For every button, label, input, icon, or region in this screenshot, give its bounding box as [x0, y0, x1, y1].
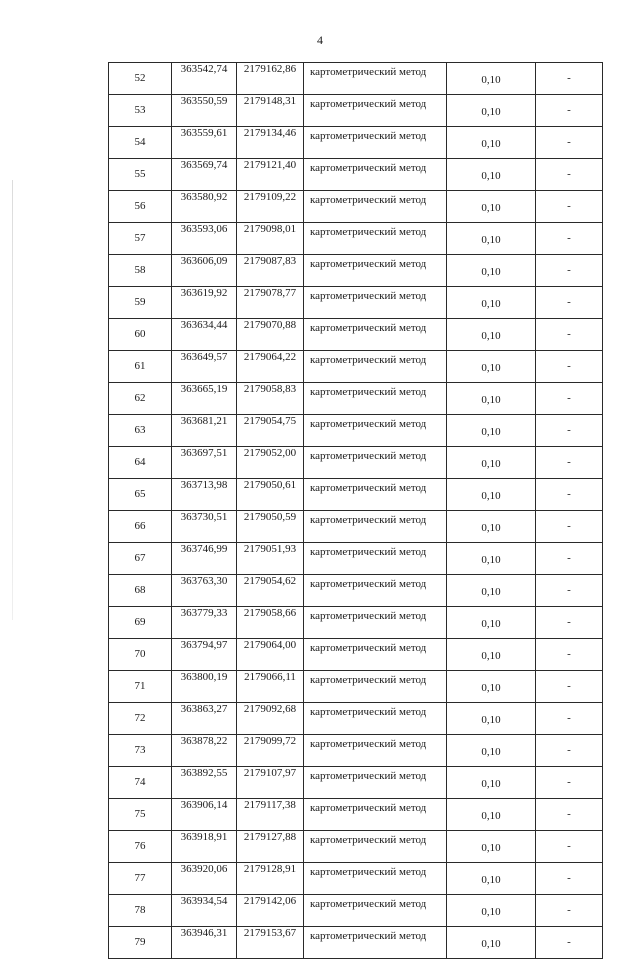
table-row — [109, 255, 603, 287]
x-coordinate-cell: 363906,14 — [172, 799, 237, 831]
x-coordinate-cell: 363697,51 — [172, 447, 237, 479]
accuracy-cell: 0,10 — [447, 639, 536, 671]
x-coordinate-cell: 363580,92 — [172, 191, 237, 223]
x-coordinate-cell: 363634,44 — [172, 319, 237, 351]
x-coordinate-cell: 363593,06 — [172, 223, 237, 255]
method-cell: картометрический метод — [304, 287, 447, 319]
x-coordinate-cell: 363892,55 — [172, 767, 237, 799]
point-number-cell: 52 — [109, 63, 172, 95]
point-number-cell: 68 — [109, 575, 172, 607]
method-cell: картометрический метод — [304, 383, 447, 415]
table-row — [109, 895, 603, 927]
table-row — [109, 159, 603, 191]
point-number-cell: 71 — [109, 671, 172, 703]
y-coordinate-cell: 2179117,38 — [237, 799, 304, 831]
scan-edge-mark — [12, 180, 13, 620]
point-number-cell: 69 — [109, 607, 172, 639]
method-cell: картометрический метод — [304, 479, 447, 511]
table-row — [109, 735, 603, 767]
x-coordinate-cell: 363542,74 — [172, 63, 237, 95]
method-cell: картометрический метод — [304, 95, 447, 127]
description-cell: - — [536, 831, 603, 863]
point-number-cell: 63 — [109, 415, 172, 447]
description-cell: - — [536, 607, 603, 639]
table-row — [109, 95, 603, 127]
x-coordinate-cell: 363681,21 — [172, 415, 237, 447]
page-number: 4 — [317, 33, 323, 47]
table-row — [109, 639, 603, 671]
description-cell: - — [536, 735, 603, 767]
method-cell: картометрический метод — [304, 831, 447, 863]
y-coordinate-cell: 2179058,66 — [237, 607, 304, 639]
x-coordinate-cell: 363619,92 — [172, 287, 237, 319]
method-cell: картометрический метод — [304, 191, 447, 223]
table-row — [109, 415, 603, 447]
x-coordinate-cell: 363550,59 — [172, 95, 237, 127]
table-row — [109, 511, 603, 543]
x-coordinate-cell: 363746,99 — [172, 543, 237, 575]
accuracy-cell: 0,10 — [447, 703, 536, 735]
point-number-cell: 57 — [109, 223, 172, 255]
x-coordinate-cell: 363946,31 — [172, 927, 237, 959]
description-cell: - — [536, 415, 603, 447]
x-coordinate-cell: 363665,19 — [172, 383, 237, 415]
point-number-cell: 67 — [109, 543, 172, 575]
table-row — [109, 127, 603, 159]
table-row — [109, 479, 603, 511]
point-number-cell: 74 — [109, 767, 172, 799]
point-number-cell: 58 — [109, 255, 172, 287]
y-coordinate-cell: 2179121,40 — [237, 159, 304, 191]
x-coordinate-cell: 363713,98 — [172, 479, 237, 511]
method-cell: картометрический метод — [304, 319, 447, 351]
point-number-cell: 54 — [109, 127, 172, 159]
x-coordinate-cell: 363920,06 — [172, 863, 237, 895]
method-cell: картометрический метод — [304, 255, 447, 287]
table-row — [109, 575, 603, 607]
table-row — [109, 863, 603, 895]
table-row — [109, 767, 603, 799]
method-cell: картометрический метод — [304, 447, 447, 479]
y-coordinate-cell: 2179064,22 — [237, 351, 304, 383]
point-number-cell: 77 — [109, 863, 172, 895]
table-row — [109, 351, 603, 383]
description-cell: - — [536, 767, 603, 799]
method-cell: картометрический метод — [304, 607, 447, 639]
description-cell: - — [536, 575, 603, 607]
accuracy-cell: 0,10 — [447, 863, 536, 895]
point-number-cell: 76 — [109, 831, 172, 863]
y-coordinate-cell: 2179153,67 — [237, 927, 304, 959]
y-coordinate-cell: 2179092,68 — [237, 703, 304, 735]
point-number-cell: 78 — [109, 895, 172, 927]
description-cell: - — [536, 95, 603, 127]
description-cell: - — [536, 351, 603, 383]
method-cell: картометрический метод — [304, 159, 447, 191]
accuracy-cell: 0,10 — [447, 351, 536, 383]
y-coordinate-cell: 2179051,93 — [237, 543, 304, 575]
description-cell: - — [536, 543, 603, 575]
table-row — [109, 799, 603, 831]
x-coordinate-cell: 363934,54 — [172, 895, 237, 927]
y-coordinate-cell: 2179070,88 — [237, 319, 304, 351]
accuracy-cell: 0,10 — [447, 831, 536, 863]
method-cell: картометрический метод — [304, 575, 447, 607]
accuracy-cell: 0,10 — [447, 607, 536, 639]
table-row — [109, 447, 603, 479]
description-cell: - — [536, 703, 603, 735]
x-coordinate-cell: 363649,57 — [172, 351, 237, 383]
point-number-cell: 66 — [109, 511, 172, 543]
point-number-cell: 79 — [109, 927, 172, 959]
description-cell: - — [536, 639, 603, 671]
y-coordinate-cell: 2179107,97 — [237, 767, 304, 799]
y-coordinate-cell: 2179052,00 — [237, 447, 304, 479]
method-cell: картометрический метод — [304, 351, 447, 383]
description-cell: - — [536, 479, 603, 511]
table-row — [109, 703, 603, 735]
table-row — [109, 671, 603, 703]
table-row — [109, 191, 603, 223]
coordinates-table-body — [109, 63, 603, 959]
y-coordinate-cell: 2179066,11 — [237, 671, 304, 703]
accuracy-cell: 0,10 — [447, 799, 536, 831]
method-cell: картометрический метод — [304, 863, 447, 895]
accuracy-cell: 0,10 — [447, 479, 536, 511]
description-cell: - — [536, 895, 603, 927]
x-coordinate-cell: 363779,33 — [172, 607, 237, 639]
description-cell: - — [536, 191, 603, 223]
accuracy-cell: 0,10 — [447, 671, 536, 703]
x-coordinate-cell: 363730,51 — [172, 511, 237, 543]
point-number-cell: 72 — [109, 703, 172, 735]
description-cell: - — [536, 127, 603, 159]
y-coordinate-cell: 2179099,72 — [237, 735, 304, 767]
accuracy-cell: 0,10 — [447, 95, 536, 127]
table-row — [109, 223, 603, 255]
x-coordinate-cell: 363569,74 — [172, 159, 237, 191]
description-cell: - — [536, 383, 603, 415]
y-coordinate-cell: 2179098,01 — [237, 223, 304, 255]
x-coordinate-cell: 363878,22 — [172, 735, 237, 767]
y-coordinate-cell: 2179148,31 — [237, 95, 304, 127]
table-row — [109, 927, 603, 959]
accuracy-cell: 0,10 — [447, 511, 536, 543]
description-cell: - — [536, 927, 603, 959]
method-cell: картометрический метод — [304, 799, 447, 831]
accuracy-cell: 0,10 — [447, 447, 536, 479]
x-coordinate-cell: 363918,91 — [172, 831, 237, 863]
method-cell: картометрический метод — [304, 671, 447, 703]
y-coordinate-cell: 2179050,59 — [237, 511, 304, 543]
y-coordinate-cell: 2179128,91 — [237, 863, 304, 895]
description-cell: - — [536, 447, 603, 479]
point-number-cell: 62 — [109, 383, 172, 415]
accuracy-cell: 0,10 — [447, 767, 536, 799]
accuracy-cell: 0,10 — [447, 255, 536, 287]
accuracy-cell: 0,10 — [447, 159, 536, 191]
description-cell: - — [536, 223, 603, 255]
method-cell: картометрический метод — [304, 735, 447, 767]
description-cell: - — [536, 287, 603, 319]
coordinates-table — [108, 62, 603, 959]
method-cell: картометрический метод — [304, 415, 447, 447]
description-cell: - — [536, 511, 603, 543]
description-cell: - — [536, 671, 603, 703]
y-coordinate-cell: 2179162,86 — [237, 63, 304, 95]
method-cell: картометрический метод — [304, 127, 447, 159]
method-cell: картометрический метод — [304, 767, 447, 799]
table-row — [109, 831, 603, 863]
method-cell: картометрический метод — [304, 895, 447, 927]
point-number-cell: 61 — [109, 351, 172, 383]
table-row — [109, 383, 603, 415]
point-number-cell: 75 — [109, 799, 172, 831]
description-cell: - — [536, 255, 603, 287]
y-coordinate-cell: 2179142,06 — [237, 895, 304, 927]
accuracy-cell: 0,10 — [447, 735, 536, 767]
point-number-cell: 59 — [109, 287, 172, 319]
table-row — [109, 607, 603, 639]
method-cell: картометрический метод — [304, 511, 447, 543]
x-coordinate-cell: 363559,61 — [172, 127, 237, 159]
accuracy-cell: 0,10 — [447, 191, 536, 223]
x-coordinate-cell: 363863,27 — [172, 703, 237, 735]
point-number-cell: 65 — [109, 479, 172, 511]
description-cell: - — [536, 319, 603, 351]
y-coordinate-cell: 2179054,75 — [237, 415, 304, 447]
table-row — [109, 319, 603, 351]
y-coordinate-cell: 2179058,83 — [237, 383, 304, 415]
point-number-cell: 70 — [109, 639, 172, 671]
description-cell: - — [536, 799, 603, 831]
y-coordinate-cell: 2179127,88 — [237, 831, 304, 863]
method-cell: картометрический метод — [304, 703, 447, 735]
accuracy-cell: 0,10 — [447, 415, 536, 447]
table-row — [109, 543, 603, 575]
point-number-cell: 56 — [109, 191, 172, 223]
accuracy-cell: 0,10 — [447, 127, 536, 159]
method-cell: картометрический метод — [304, 927, 447, 959]
description-cell: - — [536, 63, 603, 95]
y-coordinate-cell: 2179078,77 — [237, 287, 304, 319]
y-coordinate-cell: 2179054,62 — [237, 575, 304, 607]
table-row — [109, 287, 603, 319]
accuracy-cell: 0,10 — [447, 63, 536, 95]
accuracy-cell: 0,10 — [447, 287, 536, 319]
description-cell: - — [536, 159, 603, 191]
method-cell: картометрический метод — [304, 543, 447, 575]
method-cell: картометрический метод — [304, 223, 447, 255]
accuracy-cell: 0,10 — [447, 895, 536, 927]
y-coordinate-cell: 2179109,22 — [237, 191, 304, 223]
point-number-cell: 53 — [109, 95, 172, 127]
y-coordinate-cell: 2179087,83 — [237, 255, 304, 287]
point-number-cell: 60 — [109, 319, 172, 351]
y-coordinate-cell: 2179050,61 — [237, 479, 304, 511]
accuracy-cell: 0,10 — [447, 383, 536, 415]
y-coordinate-cell: 2179134,46 — [237, 127, 304, 159]
point-number-cell: 64 — [109, 447, 172, 479]
accuracy-cell: 0,10 — [447, 223, 536, 255]
method-cell: картометрический метод — [304, 639, 447, 671]
accuracy-cell: 0,10 — [447, 575, 536, 607]
accuracy-cell: 0,10 — [447, 927, 536, 959]
table-row — [109, 63, 603, 95]
x-coordinate-cell: 363606,09 — [172, 255, 237, 287]
accuracy-cell: 0,10 — [447, 319, 536, 351]
x-coordinate-cell: 363763,30 — [172, 575, 237, 607]
point-number-cell: 55 — [109, 159, 172, 191]
y-coordinate-cell: 2179064,00 — [237, 639, 304, 671]
point-number-cell: 73 — [109, 735, 172, 767]
accuracy-cell: 0,10 — [447, 543, 536, 575]
description-cell: - — [536, 863, 603, 895]
method-cell: картометрический метод — [304, 63, 447, 95]
x-coordinate-cell: 363794,97 — [172, 639, 237, 671]
x-coordinate-cell: 363800,19 — [172, 671, 237, 703]
